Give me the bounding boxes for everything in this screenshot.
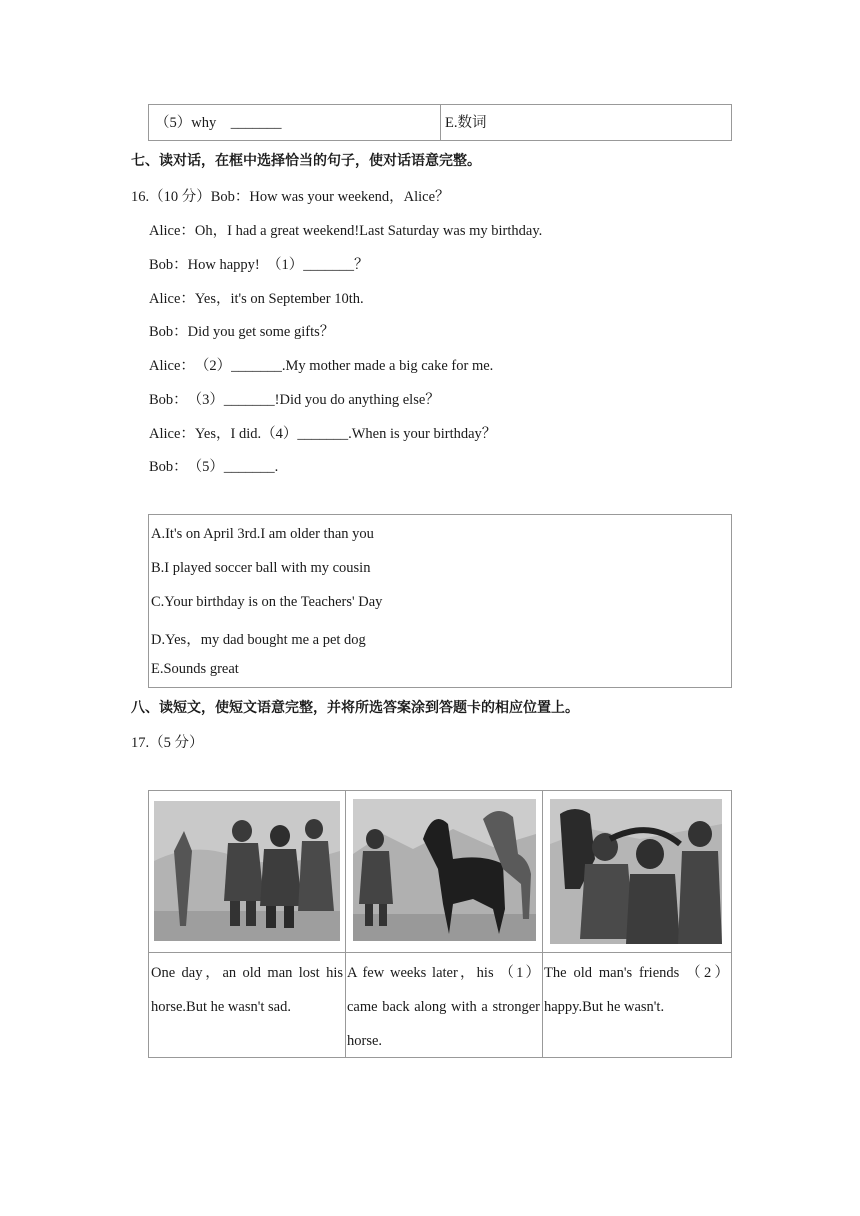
section-8-heading: 八、读短文，使短文语意完整，并将所选答案涂到答题卡的相应位置上。 (131, 700, 579, 716)
story-caption-2: A few weeks later，his （1） came back along with a stronger horse. (347, 965, 540, 1049)
dialogue-line: Bob： （3）_______!Did you do anything else？ (149, 392, 440, 408)
option-b: B.I played soccer ball with my cousin (151, 560, 371, 576)
answer-table-row (148, 104, 732, 141)
story-picture-1 (154, 801, 340, 941)
table-cell-left: （5）why _______ (149, 105, 441, 140)
dialogue-line: Alice：Yes，it's on September 10th. (149, 291, 364, 307)
question-17-title: 17.（5 分） (131, 735, 204, 751)
option-a: A.It's on April 3rd.I am older than you (151, 526, 374, 542)
dialogue-line: Alice：Yes，I did.（4）_______.When is your birthday？ (149, 426, 497, 442)
option-e: E.Sounds great (151, 661, 239, 677)
dialogue-line: Bob：How happy! （1）_______？ (149, 257, 369, 273)
table-cell-right: E.数词 (445, 115, 487, 131)
section-7-heading: 七、读对话，在框中选择恰当的句子，使对话语意完整。 (131, 153, 481, 169)
option-c: C.Your birthday is on the Teachers' Day (151, 594, 383, 610)
story-picture-2 (353, 799, 536, 941)
dialogue-line: Bob：Did you get some gifts？ (149, 324, 335, 340)
story-table (148, 790, 732, 1058)
question-16-title: 16.（10 分）Bob：How was your weekend，Alice？ (131, 189, 450, 205)
dialogue-line: Alice：Oh，I had a great weekend!Last Saturday was my birthday. (149, 223, 543, 239)
dialogue-line: Bob： （5）_______. (149, 459, 279, 475)
dialogue-line: Alice： （2）_______.My mother made a big cake for me. (149, 358, 494, 374)
story-caption-3: The old man's friends （2） happy.But he wasn't. (544, 965, 729, 1015)
story-caption-1: One day，an old man lost his horse.But he wasn't sad. (151, 965, 343, 1015)
options-box (148, 514, 732, 688)
story-picture-3 (550, 799, 722, 944)
option-d: D.Yes，my dad bought me a pet dog (151, 632, 366, 648)
